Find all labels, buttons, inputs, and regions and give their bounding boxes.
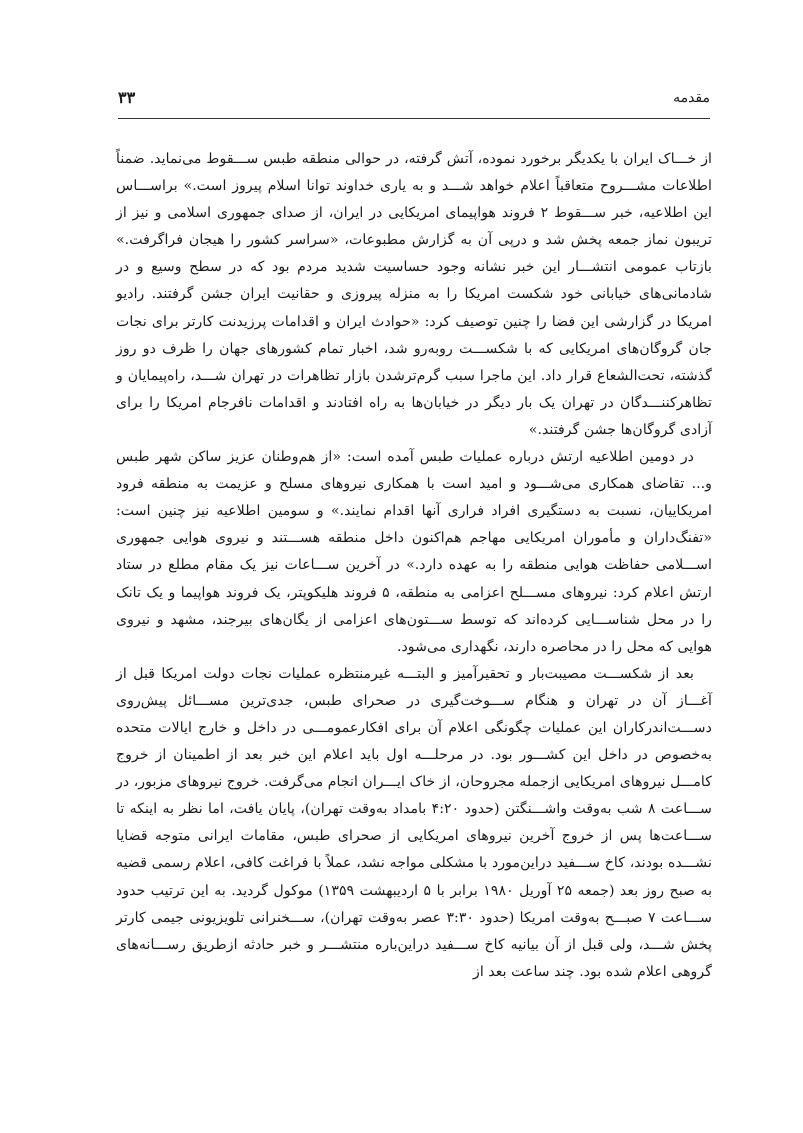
- running-head: مقدمه: [673, 90, 710, 106]
- page-header: [118, 88, 710, 108]
- body-text: [116, 146, 712, 986]
- paragraph: بعد از شکســـت مصیبت‌بار و تحقیرآمیز و البتـــه غیرمنتظره عملیات نجات دولت امریکا قبل از آغـــاز آن در تهران و هنگام ســـوخت‌گیری در صحرای طبس، جدی‌ترین مســـائل پیش‌روی دســـت‌اندرکاران این عملیات چگونگی اعلام آن برای افکارعمومـــی در داخل و خارج ایالات متحده به‌خصوص در داخل این کشـــور بود. در مرحلـــه اول باید اعلام این خبر بعد از اطمینان از خروج کامـــل نیروهای امریکایی ازجمله مجروحان، از خاک ایـــران انجام می‌گرفت. خروج نیروهای مزبور، در ســـاعت ۸ شب به‌وقت واشـــنگتن (حدود ۴:۲۰ بامداد به‌وقت تهران)، پایان یافت، اما نظر به اینکه تا ســـاعت‌ها پس از خروج آخرین نیروهای امریکایی از صحرای طبس، مقامات ایرانی متوجه قضایا نشـــده بودند، کاخ ســـفید دراین‌مورد با مشکلی مواجه نشد، عملاً با فراغت کافی، اعلام رسمی قضیه به صبح روز بعد (جمعه ۲۵ آوریل ۱۹۸۰ برابر با ۵ اردیبهشت ۱۳۵۹) موکول گردید. به این ترتیب حدود ســـاعت ۷ صبـــح به‌وقت امریکا (حدود ۳:۳۰ عصر به‌وقت تهران)، ســـخنرانی تلویزیونی جیمی کارتر پخش شـــد، ولی قبل از آن بیانیه کاخ ســـفید دراین‌باره منتشـــر و خبر حادثه ازطریق رســـانه‌های گروهی اعلام شده بود. چند ساعت بعد از: [116, 665, 713, 980]
- paragraph: در دومین اطلاعیه ارتش درباره عملیات طبس آمده است: «از هم‌وطنان عزیز ساکن شهر طبس و... تقاضای همکاری می‌شـــود و امید است با همکاری نیروهای مسلح و عزیمت به منطقه فرود امریکاییان، نسبت به دستگیری افراد فراری آنها اقدام نمایند.» و سومین اطلاعیه نیز چنین است: «تفنگ‌داران و مأموران امریکایی مهاجم هم‌اکنون داخل منطقه هســـتند و نیروی هوایی جمهوری اســـلامی حفاظت هوایی منطقه را به عهده دارد.» در آخرین ســـاعات نیز یک مقام مطلع در ستاد ارتش اعلام کرد: نیروهای مســـلح اعزامی به منطقه، ۵ فروند هلیکوپتر، یک فروند هواپیما و یک تانک را در محل شناســـایی کرده‌اند که توسط ســـتون‌های اعزامی از یگان‌های بیرجند، مشهد و نیروی هوایی که محل را در محاصره دارند، نگهداری می‌شود.: [116, 449, 712, 655]
- page-number: ۳۳: [118, 88, 136, 107]
- paragraph: از خـــاک ایران با یکدیگر برخورد نموده، آتش گرفته، در حوالی منطقه طبس ســـقوط می‌نماید. ضمناً اطلاعات مشـــروح متعاقباً اعلام خواهد شـــد و به یاری خداوند توانا اسلام پیروز است.» براســـاس این اطلاعیه، خبر ســـقوط ۲ فروند هواپیمای امریکایی در ایران، از صدای جمهوری اسلامی و نیز از تریبون نماز جمعه پخش شد و درپی آن به گزارش مطبوعات، «سراسر کشور را هیجان فراگرفت.» بازتاب عمومی انتشـــار این خبر نشانه وجود حساسیت شدید مردم بود که در سطح وسیع و در شادمانی‌های خیابانی خود شکست امریکا را به منزله پیروزی و حقانیت ایران جشن گرفتند. رادیو امریکا در گزارشی این فضا را چنین توصیف کرد: «حوادث ایران و اقدامات پرزیدنت کارتر برای نجات جان گروگان‌های امریکایی که با شکســـت روبه‌رو شد، اخبار تمام کشورهای جهان را ظرف دو روز گذشته، تحت‌الشعاع قرار داد. این ماجرا سبب گرم‌ترشدن بازار تظاهرات در تهران شـــد، راه‌پیمایان و تظاهرکننـــدگان در تهران یک بار دیگر در خیابان‌ها به راه افتادند و اقدامات نافرجام امریکا را برای آزادی گروگان‌ها جشن گرفتند.»: [116, 151, 713, 438]
- header-rule: [118, 118, 710, 119]
